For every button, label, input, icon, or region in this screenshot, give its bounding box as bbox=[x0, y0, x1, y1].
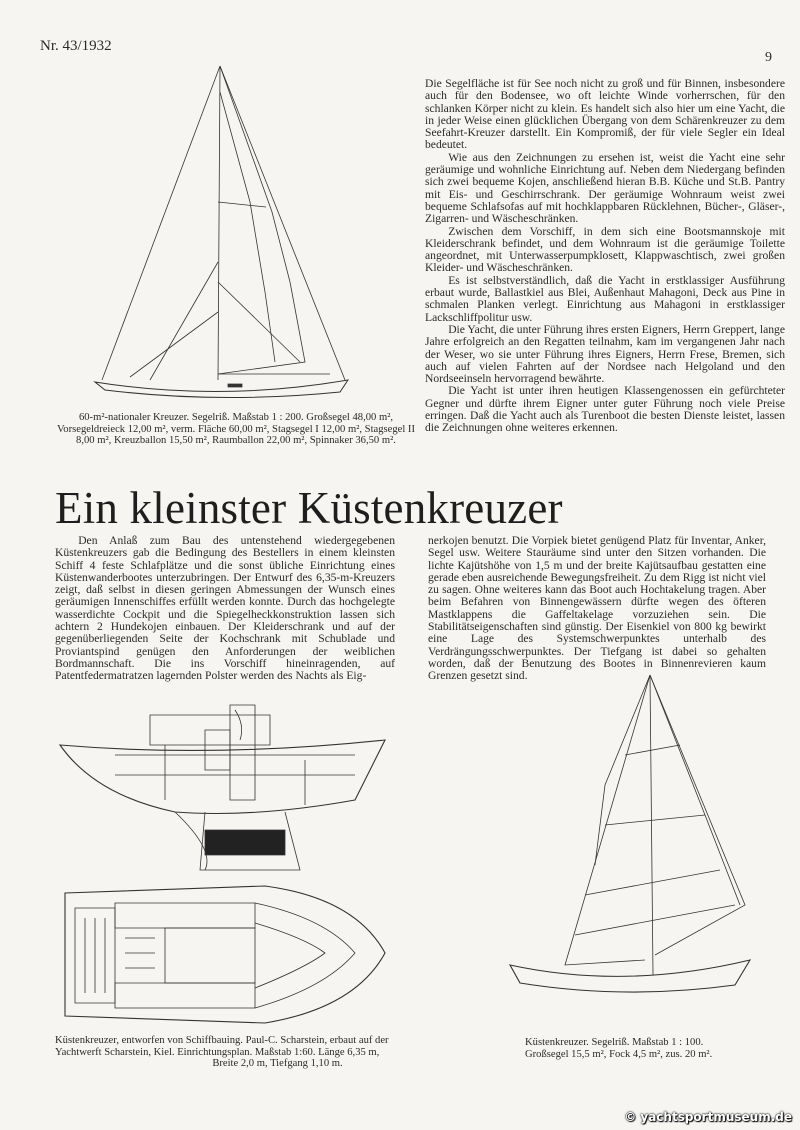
issue-number: Nr. 43/1932 bbox=[40, 38, 112, 54]
paragraph: Die Yacht, die unter Führung ihres ersten Eigners, Herrn Greppert, lange Jahre erfolgreich an den Regatten teilnahm, kam im vergangenen Jahr nach der Weser, wo sie unter Führung ihres Eigners, Herrn Frese, Bremen, sich auch auf vielen Fahrten auf der Nordsee nach Helgoland und den Nordseeinseln hervorragend bewährte. bbox=[425, 322, 785, 386]
interior-plan-drawing bbox=[55, 878, 390, 1033]
article-headline: Ein kleinster Küstenkreuzer bbox=[55, 483, 563, 533]
caption-line: Yachtwerft Scharstein, Kiel. Einrichtungsplan. Maßstab 1:60. Länge 6,35 m, bbox=[55, 1046, 380, 1058]
watermark: © yachtsportmuseum.de bbox=[624, 1110, 792, 1124]
sail-plan-coastal-cruiser-drawing bbox=[505, 665, 755, 1030]
article-left-column bbox=[55, 535, 395, 683]
page-number: 9 bbox=[765, 50, 772, 65]
paragraph: Die Yacht ist unter ihren heutigen Klassengenossen ein gefürchteter Gegner und dürfte ihrem Eigner unter guter Führung noch viele Preise erringen. Daß die Yacht auch als Turenboot die besten Dienste leistet, lassen die Zeichnungen ohne weiteres erkennen. bbox=[425, 384, 785, 435]
bottom-left-figure-caption bbox=[55, 1035, 500, 1070]
interior-profile-drawing bbox=[55, 700, 390, 875]
bottom-right-figure-caption bbox=[525, 1037, 795, 1060]
sail-plan-60m-cruiser-drawing bbox=[90, 62, 355, 407]
caption-line: Küstenkreuzer, entworfen von Schiffbauing. Paul-C. Scharstein, erbaut auf der bbox=[55, 1035, 389, 1046]
paragraph: Den Anlaß zum Bau des untenstehend wiedergegebenen Küstenkreuzers gab die Bedingung des Bestellers in einem kleinsten Schiff 4 feste Schlafplätze und die sonst übliche Einrichtung eines Küstenwanderbootes unterzubringen. Der Entwurf des 6,35-m-Kreuzers zeigt, daß selbst in diesen geringen Abmessungen der Wunsch eines geräumigen Innenschiffes erfüllt werden konnte. Durch das hochgelegte wasserdichte Cockpit und die Spiegelheckkonstruktion lassen sich achtern 2 Hundekojen einbauen. Der Kleiderschrank und auf der gegenüberliegenden Seite der Kochschrank mit Schublade und Proviantspind genügen den Anforderungen der weiblichen Bordmannschaft. Die ins Vorschiff hineinragenden, auf Patentfedermatratzen lagernden Polster werden des Nachts als Eig- bbox=[55, 534, 395, 683]
paragraph: Es ist selbstverständlich, daß die Yacht in erstklassiger Ausführung erbaut wurde, Ballastkiel aus Blei, Außenhaut Mahagoni, Deck aus Pine in schmalen Planken verlegt. Einrichtung aus Mahagoni in erstklassiger Lackschliffpolitur usw. bbox=[425, 273, 785, 324]
top-figure-caption: 60-m²-nationaler Kreuzer. Segelriß. Maßstab 1 : 200. Großsegel 48,00 m², Vorsegeldreieck 12,00 m², verm. Fläche 60,00 m², Stagsegel I 12,00 m², Stagsegel II 8,00 m², Kreuzballon 15,50 m², Raumballon 22,00 m², Spinnaker 36,50 m². bbox=[57, 412, 415, 447]
paragraph: Die Segelfläche ist für See noch nicht zu groß und für Binnen, insbesondere auch für den Bodensee, wo oft leichte Winde vorherrschen, für den schlanken Körper nicht zu klein. Es handelt sich also hier um eine Yacht, die in jeder Weise einen glücklichen Übergang von dem Schärenkreuzer zu dem Seefahrt-Kreuzer darstellt. Ein Kompromiß, der für viele Segler ein Ideal bedeutet. bbox=[425, 77, 785, 152]
caption-line: Großsegel 15,5 m², Fock 4,5 m², zus. 20 m². bbox=[525, 1048, 713, 1060]
article-right-column bbox=[428, 535, 766, 683]
top-article-text bbox=[425, 78, 785, 435]
caption-line: Küstenkreuzer. Segelriß. Maßstab 1 : 100. bbox=[525, 1037, 704, 1048]
paragraph: nerkojen benutzt. Die Vorpiek bietet genügend Platz für Inventar, Anker, Segel usw. Weitere Stauräume sind unter den Sitzen vorhanden. Die lichte Kajütshöhe von 1,5 m und der breite Kajütsaufbau gestatten eine gerade eben ausreichende Bewegungsfreiheit. Zu dem Rigg ist nicht viel zu sagen. Ohne weiteres kann das Boot auch Hochtakelung tragen. Aber beim Befahren von Binnengewässern dürfte wegen des öfteren Mastklappens die Gaffeltakelage vorzuziehen sein. Die Stabilitätseigenschaften sind günstig. Der Eisenkiel von 800 kg bewirkt eine Lage des Systemschwerpunktes unterhalb des Verdrängungsschwerpunktes. Der Tiefgang ist dabei so gehalten worden, daß der Benutzung des Bootes in Binnenrevieren kaum Grenzen gesetzt sind. bbox=[428, 534, 766, 683]
caption-line: Breite 2,0 m, Tiefgang 1,10 m. bbox=[212, 1058, 343, 1070]
paragraph: Zwischen dem Vorschiff, in dem sich eine Bootsmannskoje mit Kleiderschrank befindet, und dem Wohnraum ist die geräumige Toilette angeordnet, mit Unterwasserpumpklosett, Klappwaschtisch, zwei großen Kleider- und Wäscheschränken. bbox=[425, 224, 785, 275]
paragraph: Wie aus den Zeichnungen zu ersehen ist, weist die Yacht eine sehr geräumige und wohnliche Einrichtung auf. Neben dem Niedergang befinden sich zwei bequeme Kojen, anschließend hieran B.B. Küche und St.B. Pantry mit Eis- und Geschirrschrank. Der geräumige Wohnraum weist zwei bequeme Schlafsofas auf mit hochklappbaren Rücklehnen, Bücher-, Gläser-, Zigarren- und Wäscheschränken. bbox=[425, 150, 785, 226]
